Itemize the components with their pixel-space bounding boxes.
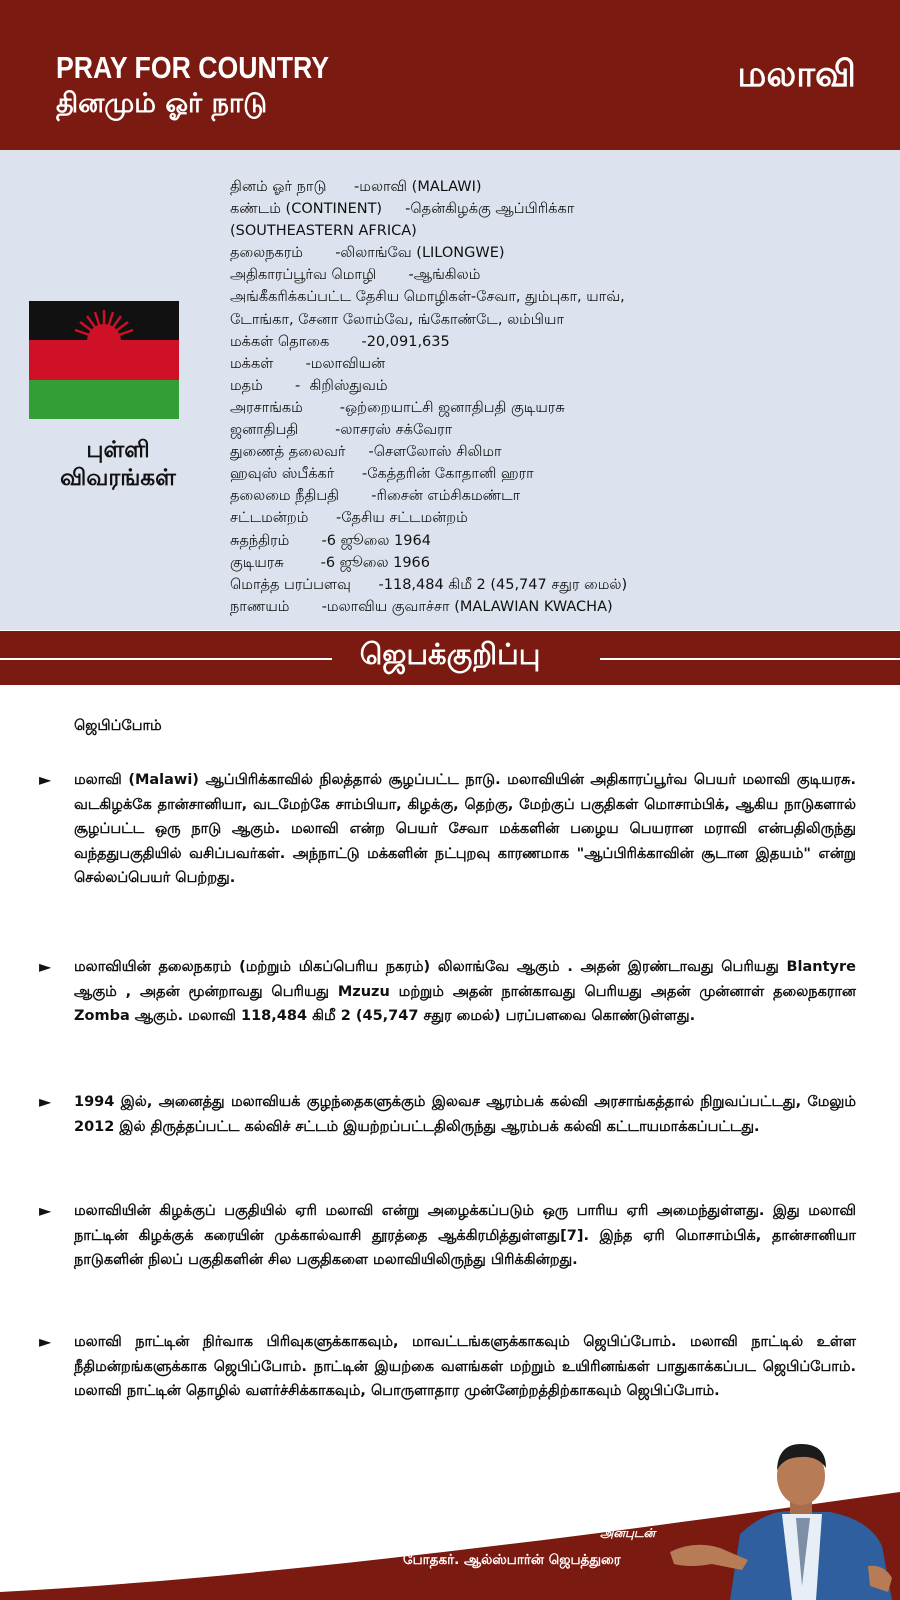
fact-row: அதிகாரப்பூர்வ மொழி -ஆங்கிலம் — [230, 267, 481, 284]
bullet-arrow-icon: ► — [39, 1092, 52, 1111]
fact-row: கண்டம் (CONTINENT) -தென்கிழக்கு ஆப்பிரிக்கா — [230, 201, 575, 218]
pastor-name: போதகர். ஆல்ஸ்பார்ன் ஜெபத்துரை — [403, 1552, 621, 1568]
prayer-point — [39, 768, 856, 891]
fact-row: ஜனாதிபதி -லாசரஸ் சக்வேரா — [230, 422, 453, 439]
fact-row: டோங்கா, சேனா லோம்வே, ங்கோண்டே, லம்பியா — [230, 311, 565, 328]
fact-row: மதம் - கிறிஸ்துவம் — [230, 377, 388, 394]
fact-row: தினம் ஓர் நாடு -மலாவி (MALAWI) — [230, 179, 482, 195]
rising-sun-icon — [73, 307, 135, 341]
prayer-intro: ஜெபிப்போம் — [74, 718, 162, 734]
prayer-point-text: மலாவி நாட்டின் நிர்வாக பிரிவுகளுக்காகவும், மாவட்டங்களுக்காகவும் ஜெபிப்போம். மலாவி நாட்டில் உள்ள நீதிமன்றங்களுக்காக ஜெபிப்போம். நாட்டின் இயற்கை வளங்கள் மற்றும் உயிரினங்கள் பாதுகாக்கப்பட ஜெபிப்போம். மலாவி நாட்டின் தொழில் வளர்ச்சிக்காகவும், பொருளாதார முன்னேற்றத்திற்காகவும் ஜெபிப்போம். — [74, 1334, 856, 1399]
prayer-banner — [0, 631, 900, 685]
fact-row: மொத்த பரப்பளவு -118,484 கிமீ 2 (45,747 சதுர மைல்) — [230, 576, 628, 593]
bullet-arrow-icon: ► — [39, 770, 52, 789]
bullet-arrow-icon: ► — [39, 1201, 52, 1220]
prayer-point-text: மலாவியின் தலைநகரம் (மற்றும் மிகப்பெரிய நகரம்) லிலாங்வே ஆகும் . அதன் இரண்டாவது பெரியது Blantyre ஆகும் , அதன் மூன்றாவது பெரியது Mzuzu மற்றும் அதன் நான்காவது பெரியது அதன் முன்னாள் தலைநகரான Zomba ஆகும். மலாவி 118,484 கிமீ 2 (45,747 சதுர மைல்) பரப்பளவை கொண்டுள்ளது. — [74, 959, 856, 1024]
bullet-arrow-icon: ► — [39, 957, 52, 976]
fact-row: அங்கீகரிக்கப்பட்ட தேசிய மொழிகள்-சேவா, தும்புகா, யாவ், — [230, 289, 625, 306]
fact-row: நாணயம் -மலாவிய குவாச்சா (MALAWIAN KWACHA) — [230, 598, 613, 615]
facts-label — [20, 436, 216, 492]
facts-label-line1: புள்ளி — [86, 437, 150, 463]
fact-row: தலைநகரம் -லிலாங்வே (LILONGWE) — [230, 245, 505, 262]
title-english: PRAY FOR COUNTRY — [56, 50, 330, 85]
fact-row: துணைத் தலைவர் -சௌலோஸ் சிலிமா — [230, 444, 502, 461]
fact-row: (SOUTHEASTERN AFRICA) — [230, 223, 417, 240]
signoff: அன்புடன் — [600, 1526, 656, 1540]
bullet-arrow-icon: ► — [39, 1332, 52, 1351]
fact-row: ஹவுஸ் ஸ்பீக்கர் -கேத்தரின் கோதானி ஹரா — [230, 466, 534, 483]
prayer-point — [39, 955, 856, 1029]
fact-row: அரசாங்கம் -ஒற்றையாட்சி ஜனாதிபதி குடியரசு — [230, 399, 565, 416]
prayer-point — [39, 1090, 856, 1139]
fact-list — [230, 176, 890, 618]
prayer-point — [39, 1199, 856, 1273]
pastor-photo — [670, 1436, 900, 1600]
country-name: மலாவி — [737, 54, 856, 95]
fact-row: சுதந்திரம் -6 ஜூலை 1964 — [230, 532, 431, 549]
prayer-point-text: 1994 இல், அனைத்து மலாவியக் குழந்தைகளுக்கும் இலவச ஆரம்பக் கல்வி அரசாங்கத்தால் நிறுவப்பட்டது, மேலும் 2012 இல் திருத்தப்பட்ட கல்விச் சட்டம் இயற்றப்பட்டதிலிருந்து ஆரம்பக் கல்வி கட்டாயமாக்கப்பட்டது. — [74, 1094, 856, 1135]
prayer-point — [39, 1330, 856, 1404]
fact-row: குடியரசு -6 ஜூலை 1966 — [230, 554, 431, 571]
fact-row: மக்கள் தொகை -20,091,635 — [230, 333, 450, 350]
prayer-point-text: மலாவி (Malawi) ஆப்பிரிக்காவில் நிலத்தால் சூழப்பட்ட நாடு. மலாவியின் அதிகாரப்பூர்வ பெயர் மலாவி குடியரசு. வடகிழக்கே தான்சானியா, வடமேற்கே சாம்பியா, கிழக்கு, தெற்கு, மேற்குப் பகுதிகள் மொசாம்பிக், ஆகிய நாடுகளால் சூழப்பட்ட ஒரு நாடு ஆகும். மலாவி என்ற பெயர் சேவா மக்களின் பழைய பெயரான மராவி என்பதிலிருந்து வந்ததுபகுதியில் வசிப்பவர்கள். அந்நாட்டு மக்களின் நட்புறவு காரணமாக "ஆப்பிரிக்காவின் சூடான இதயம்" என்று செல்லப்பெயர் பெற்றது. — [74, 772, 856, 886]
fact-row: தலைமை நீதிபதி -ரிசைன் எம்சிகமண்டா — [230, 488, 521, 505]
prayer-point-text: மலாவியின் கிழக்குப் பகுதியில் ஏரி மலாவி என்று அழைக்கப்படும் ஒரு பாரிய ஏரி அமைந்துள்ளது. இது மலாவி நாட்டின் கிழக்குக் கரையின் முக்கால்வாசி தூரத்தை ஆக்கிரமித்துள்ளது[7]. இந்த ஏரி மொசாம்பிக், தான்சானியா நாடுகளின் நிலப் பகுதிகளின் சில பகுதிகளை மலாவியிலிருந்து பிரிக்கின்றது. — [74, 1203, 856, 1268]
fact-row: சட்டமன்றம் -தேசிய சட்டமன்றம் — [230, 510, 468, 527]
malawi-flag — [29, 301, 179, 419]
fact-row: மக்கள் -மலாவியன் — [230, 355, 386, 372]
prayer-heading: ஜெபக்குறிப்பு — [359, 637, 541, 671]
title-tamil: தினமும் ஓர் நாடு — [56, 88, 268, 119]
facts-label-line2: விவரங்கள் — [60, 465, 176, 491]
